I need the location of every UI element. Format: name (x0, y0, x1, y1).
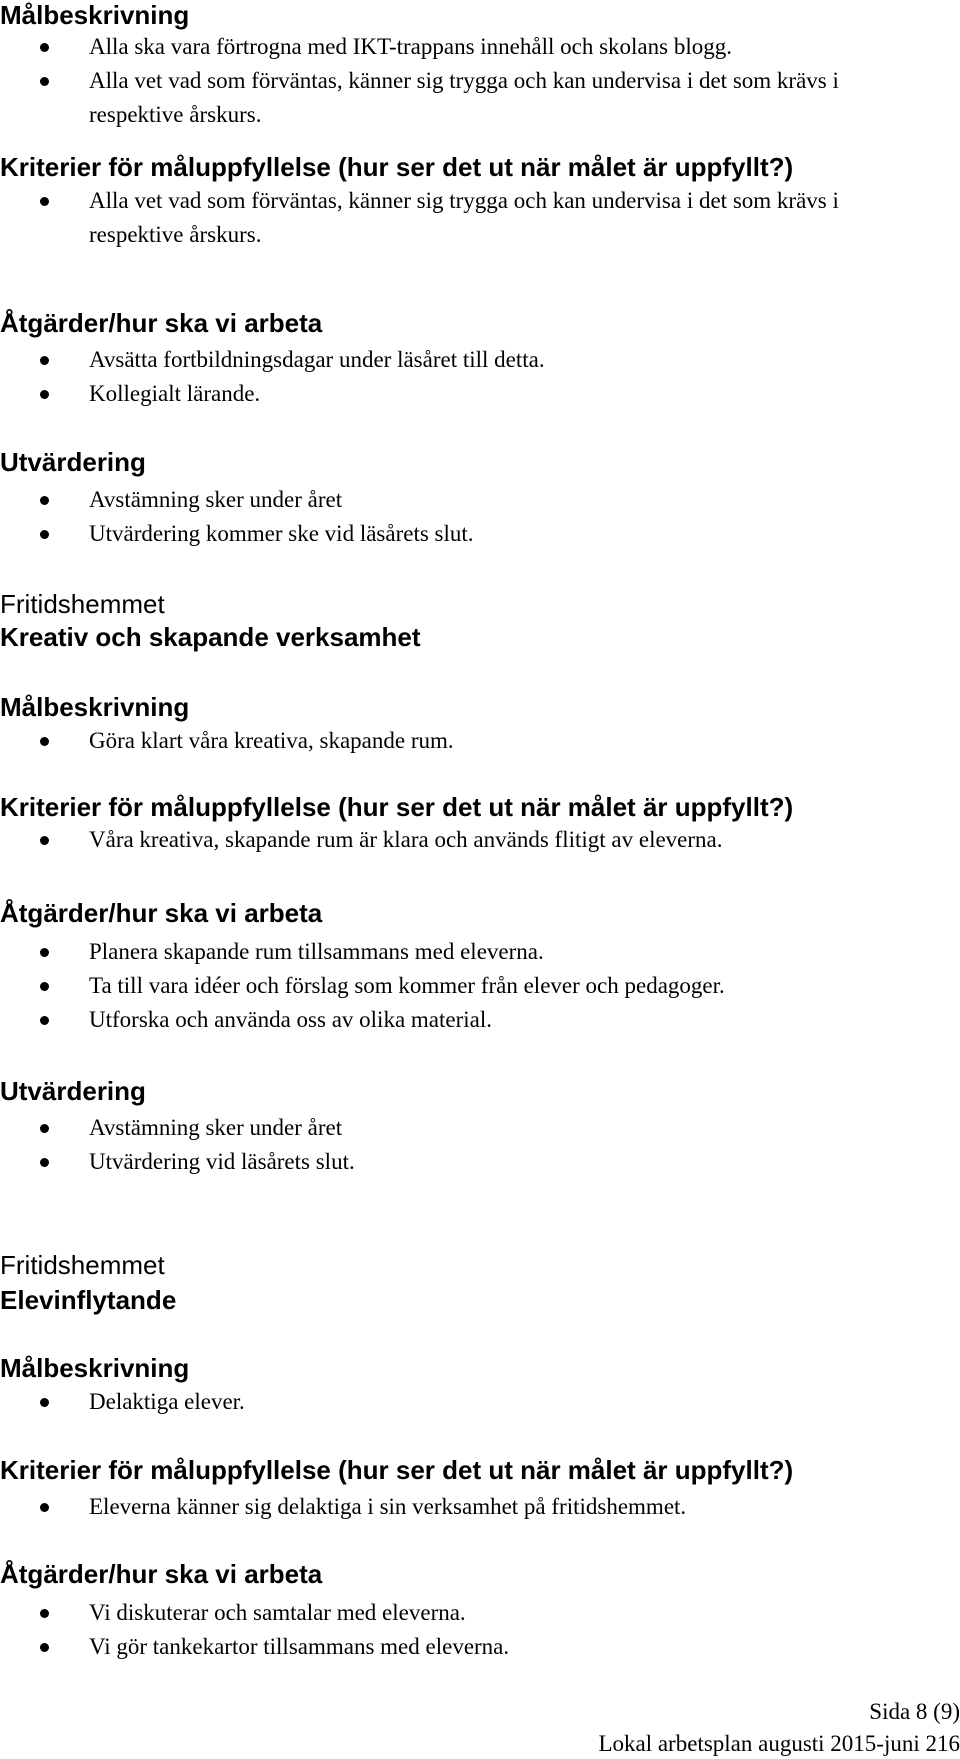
goal-heading: Målbeskrivning (0, 1353, 190, 1383)
list-item: Utvärdering kommer ske vid läsårets slut. (0, 517, 930, 551)
evaluation-heading: Utvärdering (0, 447, 146, 477)
goal-heading: Målbeskrivning (0, 0, 190, 30)
list-item: Utvärdering vid läsårets slut. (0, 1145, 930, 1179)
list-item: Vi gör tankekartor tillsammans med eleverna. (0, 1630, 930, 1664)
bullet-icon (40, 530, 49, 539)
bullet-icon (40, 197, 49, 206)
list-item: Planera skapande rum tillsammans med eleverna. (0, 935, 930, 969)
list-item: Alla ska vara förtrogna med IKT-trappans innehåll och skolans blogg. (0, 30, 930, 64)
bullet-icon (40, 1643, 49, 1652)
list-item: Alla vet vad som förväntas, känner sig trygga och kan undervisa i det som krävs i respektive årskurs. (0, 64, 930, 132)
bullet-icon (40, 1398, 49, 1407)
bullet-icon (40, 1158, 49, 1167)
bullet-icon (40, 1503, 49, 1512)
list-item: Våra kreativa, skapande rum är klara och används flitigt av eleverna. (0, 823, 930, 857)
list-item: Ta till vara idéer och förslag som kommer från elever och pedagoger. (0, 969, 930, 1003)
section-subtitle: Kreativ och skapande verksamhet (0, 622, 421, 652)
bullet-icon (40, 390, 49, 399)
bullet-icon (40, 77, 49, 86)
bullet-icon (40, 496, 49, 505)
criteria-heading: Kriterier för måluppfyllelse (hur ser det ut när målet är uppfyllt?) (0, 792, 794, 822)
bullet-icon (40, 836, 49, 845)
evaluation-heading: Utvärdering (0, 1076, 146, 1106)
list-item: Vi diskuterar och samtalar med eleverna. (0, 1596, 930, 1630)
list-item: Kollegialt lärande. (0, 377, 930, 411)
list-item: Avstämning sker under året (0, 1111, 930, 1145)
actions-heading: Åtgärder/hur ska vi arbeta (0, 898, 323, 928)
list-item: Alla vet vad som förväntas, känner sig trygga och kan undervisa i det som krävs i respektive årskurs. (0, 184, 930, 252)
document-title: Lokal arbetsplan augusti 2015-juni 216 (598, 1731, 960, 1756)
bullet-icon (40, 356, 49, 365)
list-item: Avstämning sker under året (0, 483, 930, 517)
actions-heading: Åtgärder/hur ska vi arbeta (0, 1559, 323, 1589)
bullet-icon (40, 982, 49, 991)
list-item: Eleverna känner sig delaktiga i sin verksamhet på fritidshemmet. (0, 1490, 930, 1524)
list-item: Utforska och använda oss av olika material. (0, 1003, 930, 1037)
bullet-icon (40, 1016, 49, 1025)
section-title: Fritidshemmet (0, 1250, 165, 1280)
section-title: Fritidshemmet (0, 589, 165, 619)
page-number: Sida 8 (9) (869, 1699, 960, 1724)
actions-heading: Åtgärder/hur ska vi arbeta (0, 308, 323, 338)
list-item: Avsätta fortbildningsdagar under läsåret till detta. (0, 343, 930, 377)
bullet-icon (40, 1124, 49, 1133)
criteria-heading: Kriterier för måluppfyllelse (hur ser det ut när målet är uppfyllt?) (0, 152, 794, 182)
bullet-icon (40, 737, 49, 746)
section-subtitle: Elevinflytande (0, 1285, 177, 1315)
list-item: Göra klart våra kreativa, skapande rum. (0, 724, 930, 758)
bullet-icon (40, 1609, 49, 1618)
list-item: Delaktiga elever. (0, 1385, 930, 1419)
bullet-icon (40, 948, 49, 957)
bullet-icon (40, 43, 49, 52)
criteria-heading: Kriterier för måluppfyllelse (hur ser det ut när målet är uppfyllt?) (0, 1455, 794, 1485)
goal-heading: Målbeskrivning (0, 692, 190, 722)
